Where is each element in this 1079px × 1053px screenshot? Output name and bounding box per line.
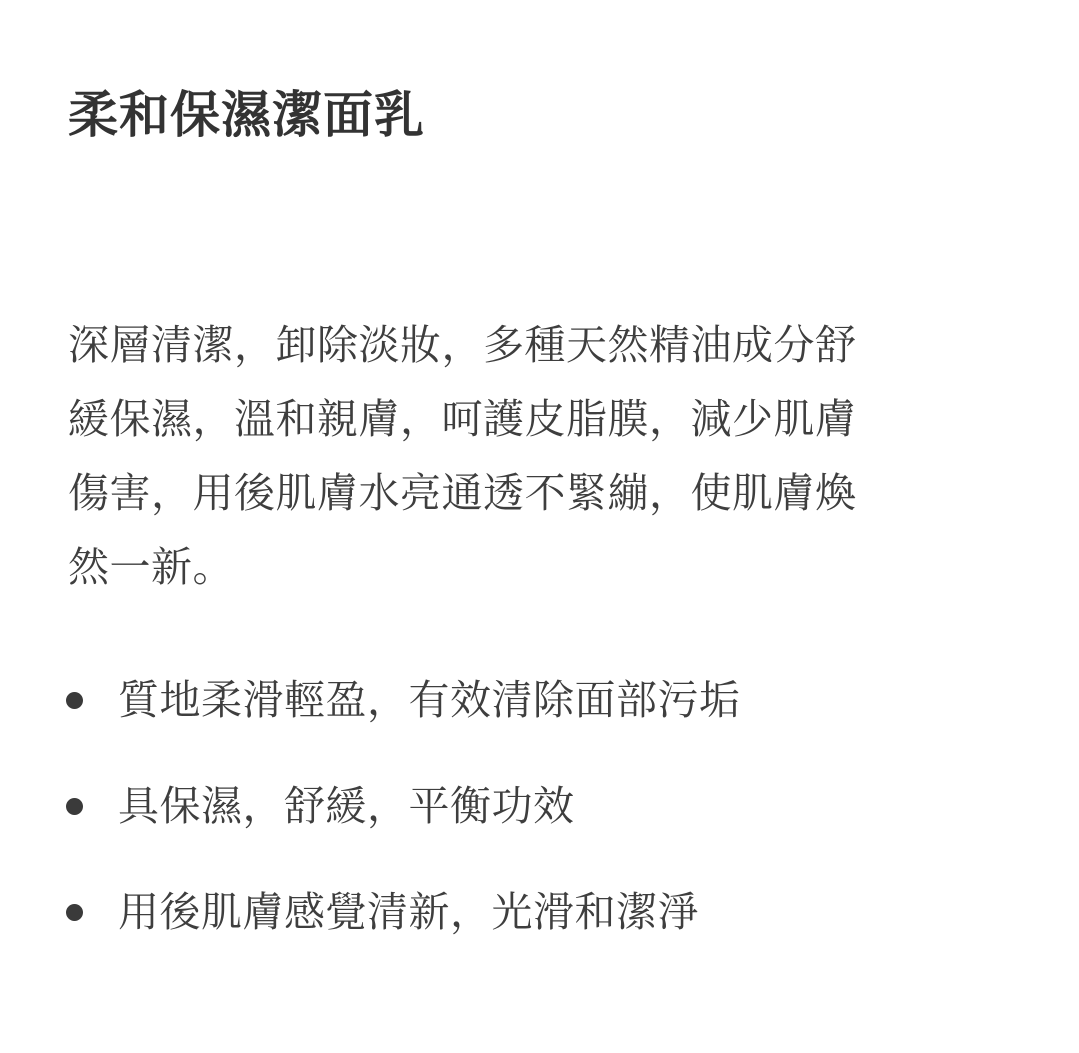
feature-text: 用後肌膚感覺清新，光滑和潔淨: [118, 888, 699, 936]
description-line: 深層清潔，卸除淡妝，多種天然精油成分舒: [68, 321, 857, 369]
feature-list: [60, 666, 1020, 984]
bullet-icon: [66, 692, 83, 709]
bullet-icon: [66, 904, 83, 921]
feature-text: 質地柔滑輕盈，有效清除面部污垢: [118, 676, 741, 724]
description-line: 緩保濕，溫和親膚，呵護皮脂膜，減少肌膚: [68, 395, 857, 443]
feature-list-item: [60, 666, 1020, 772]
feature-text: 具保濕，舒緩，平衡功效: [118, 782, 575, 830]
feature-list-item: [60, 878, 1020, 984]
product-title: 柔和保濕潔面乳: [68, 86, 425, 144]
product-description: [68, 308, 1008, 604]
bullet-icon: [66, 798, 83, 815]
description-line: 傷害，用後肌膚水亮通透不緊繃，使肌膚煥: [68, 469, 857, 517]
description-line: 然一新。: [68, 543, 234, 591]
feature-list-item: [60, 772, 1020, 878]
